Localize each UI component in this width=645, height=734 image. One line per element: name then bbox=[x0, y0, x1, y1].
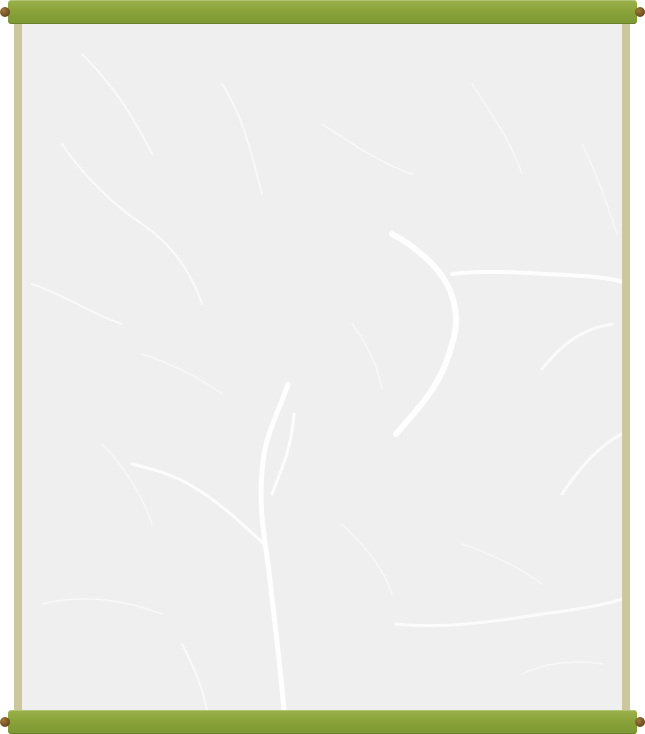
rice-paper-panel bbox=[22, 24, 622, 710]
scroll-knob-icon bbox=[0, 717, 10, 727]
scroll-rod-icon bbox=[8, 0, 637, 24]
scroll-knob-icon bbox=[635, 7, 645, 17]
scroll-knob-icon bbox=[635, 717, 645, 727]
paper-fiber-texture bbox=[22, 24, 622, 710]
scroll-rod-icon bbox=[8, 710, 637, 734]
scroll-knob-icon bbox=[0, 7, 10, 17]
